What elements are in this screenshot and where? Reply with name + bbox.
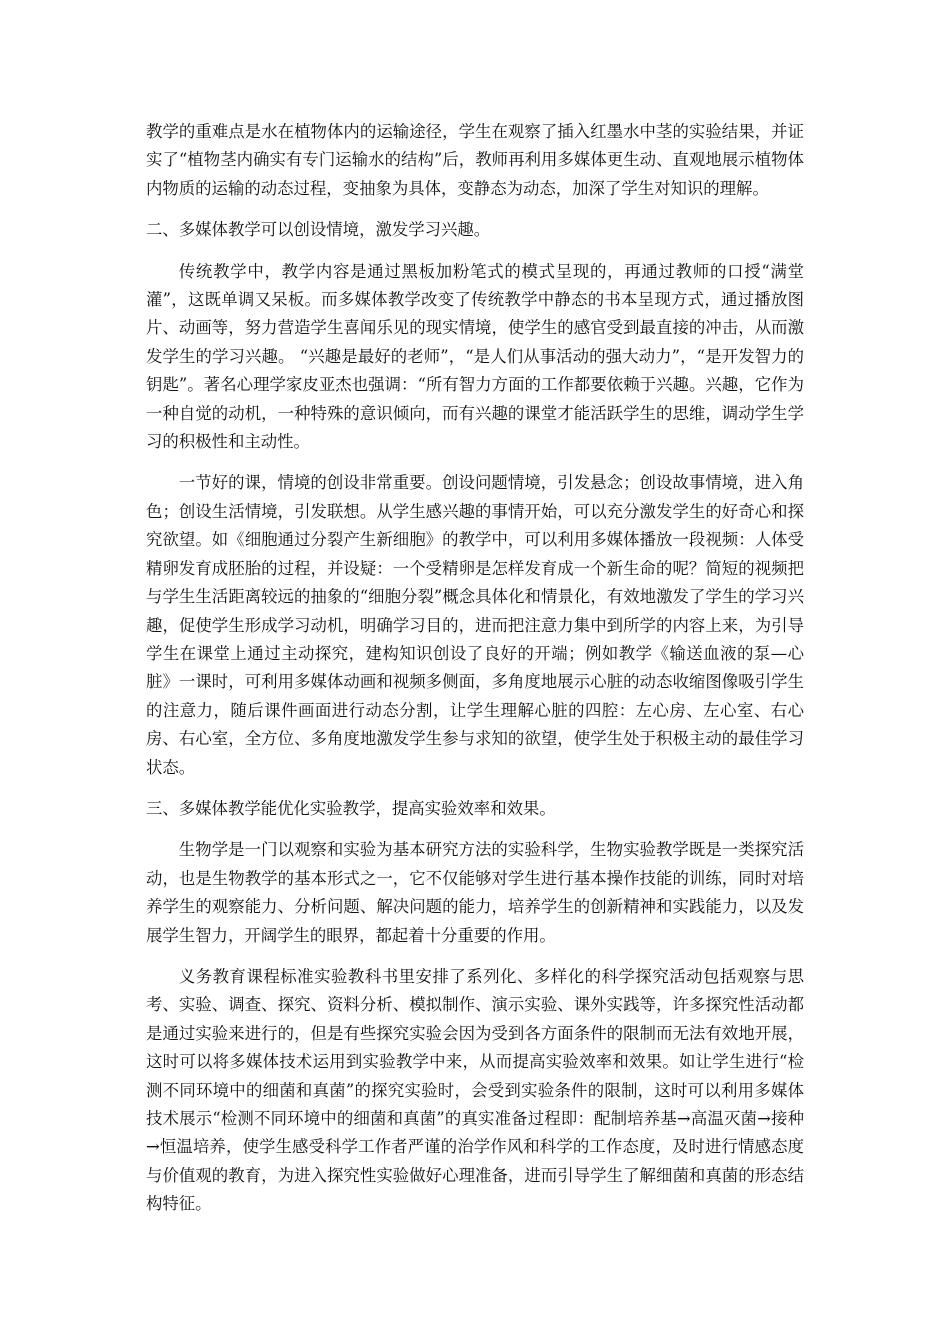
- paragraph-biology-experiment: 生物学是一门以观察和实验为基本研究方法的实验科学，生物实验教学既是一类探究活动，也是生物教学的基本形式之一，它不仅能够对学生进行基本操作技能的训练，同时对培养学生的观察能力、分析问题、解决问题的能力，培养学生的创新精神和实践能力，以及发展学生智力，开阔学生的眼界，都起着十分重要的作用。: [146, 840, 804, 945]
- paragraph-situation-creation: 一节好的课，情境的创设非常重要。创设问题情境，引发悬念；创设故事情境，进入角色；创设生活情境，引发联想。从学生感兴趣的事情开始，可以充分激发学生的好奇心和探究欲望。如《细胞通过分裂产生新细胞》的教学中，可以利用多媒体播放一段视频：人体受精卵发育成胚胎的过程，并设疑：一个受精卵是怎样发育成一个新生命的呢？简短的视频把与学生生活距离较远的抽象的“细胞分裂”概念具体化和情景化，有效地激发了学生的学习兴趣，促使学生形成学习动机，明确学习目的，进而把注意力集中到所学的内容上来，为引导学生在课堂上通过主动探究，建构知识创设了良好的开端；例如教学《输送血液的泵—心脏》一课时，可利用多媒体动画和视频多侧面，多角度地展示心脏的动态收缩图像吸引学生的注意力，随后课件画面进行动态分割，让学生理解心脏的四腔：左心房、左心室、右心房、右心室，全方位、多角度地激发学生参与求知的欲望，使学生处于积极主动的最佳学习状态。: [146, 473, 804, 777]
- document-page: [146, 118, 804, 1232]
- section-heading-2: 二、多媒体教学可以创设情境，激发学习兴趣。: [146, 220, 491, 240]
- paragraph-intro: 教学的重难点是水在植物体内的运输途径，学生在观察了插入红墨水中茎的实验结果，并证实了“植物茎内确实有专门运输水的结构”后，教师再利用多媒体更生动、直观地展示植物体内物质的运输的动态过程，变抽象为具体，变静态为动态，加深了学生对知识的理解。: [146, 122, 804, 198]
- paragraph-traditional-teaching: 传统教学中，教学内容是通过黑板加粉笔式的模式呈现的，再通过教师的口授“满堂灌”，这既单调又呆板。而多媒体教学改变了传统教学中静态的书本呈现方式，通过播放图片、动画等，努力营造学生喜闻乐见的现实情境，使学生的感官受到最直接的冲击，从而激发学生的学习兴趣。 “兴趣是最好的老师”，“是人们从事活动的强大动力”，“是开发智力的钥匙”。著名心理学家皮亚杰也强调：“所有智力方面的工作都要依赖于兴趣。兴趣，它作为一种自觉的动机，一种特殊的意识倾向，而有兴趣的课堂才能活跃学生的思维，调动学生学习的积极性和主动性。: [146, 261, 804, 452]
- section-heading-3: 三、多媒体教学能优化实验教学，提高实验效率和效果。: [146, 798, 556, 818]
- paragraph-curriculum-standard: 义务教育课程标准实验教科书里安排了系列化、多样化的科学探究活动包括观察与思考、实验、调查、探究、资料分析、模拟制作、演示实验、课外实践等，许多探究性活动都是通过实验来进行的，但是有些探究实验会因为受到各方面条件的限制而无法有效地开展，这时可以将多媒体技术运用到实验教学中来，从而提高实验效率和效果。如让学生进行“检测不同环境中的细菌和真菌”的探究实验时，会受到实验条件的限制，这时可以利用多媒体技术展示“检测不同环境中的细菌和真菌”的真实准备过程即：配制培养基→高温灭菌→接种→恒温培养，使学生感受科学工作者严谨的治学作风和科学的工作态度，及时进行情感态度与价值观的教育，为进入探究性实验做好心理准备，进而引导学生了解细菌和真菌的形态结构特征。: [146, 966, 804, 1214]
